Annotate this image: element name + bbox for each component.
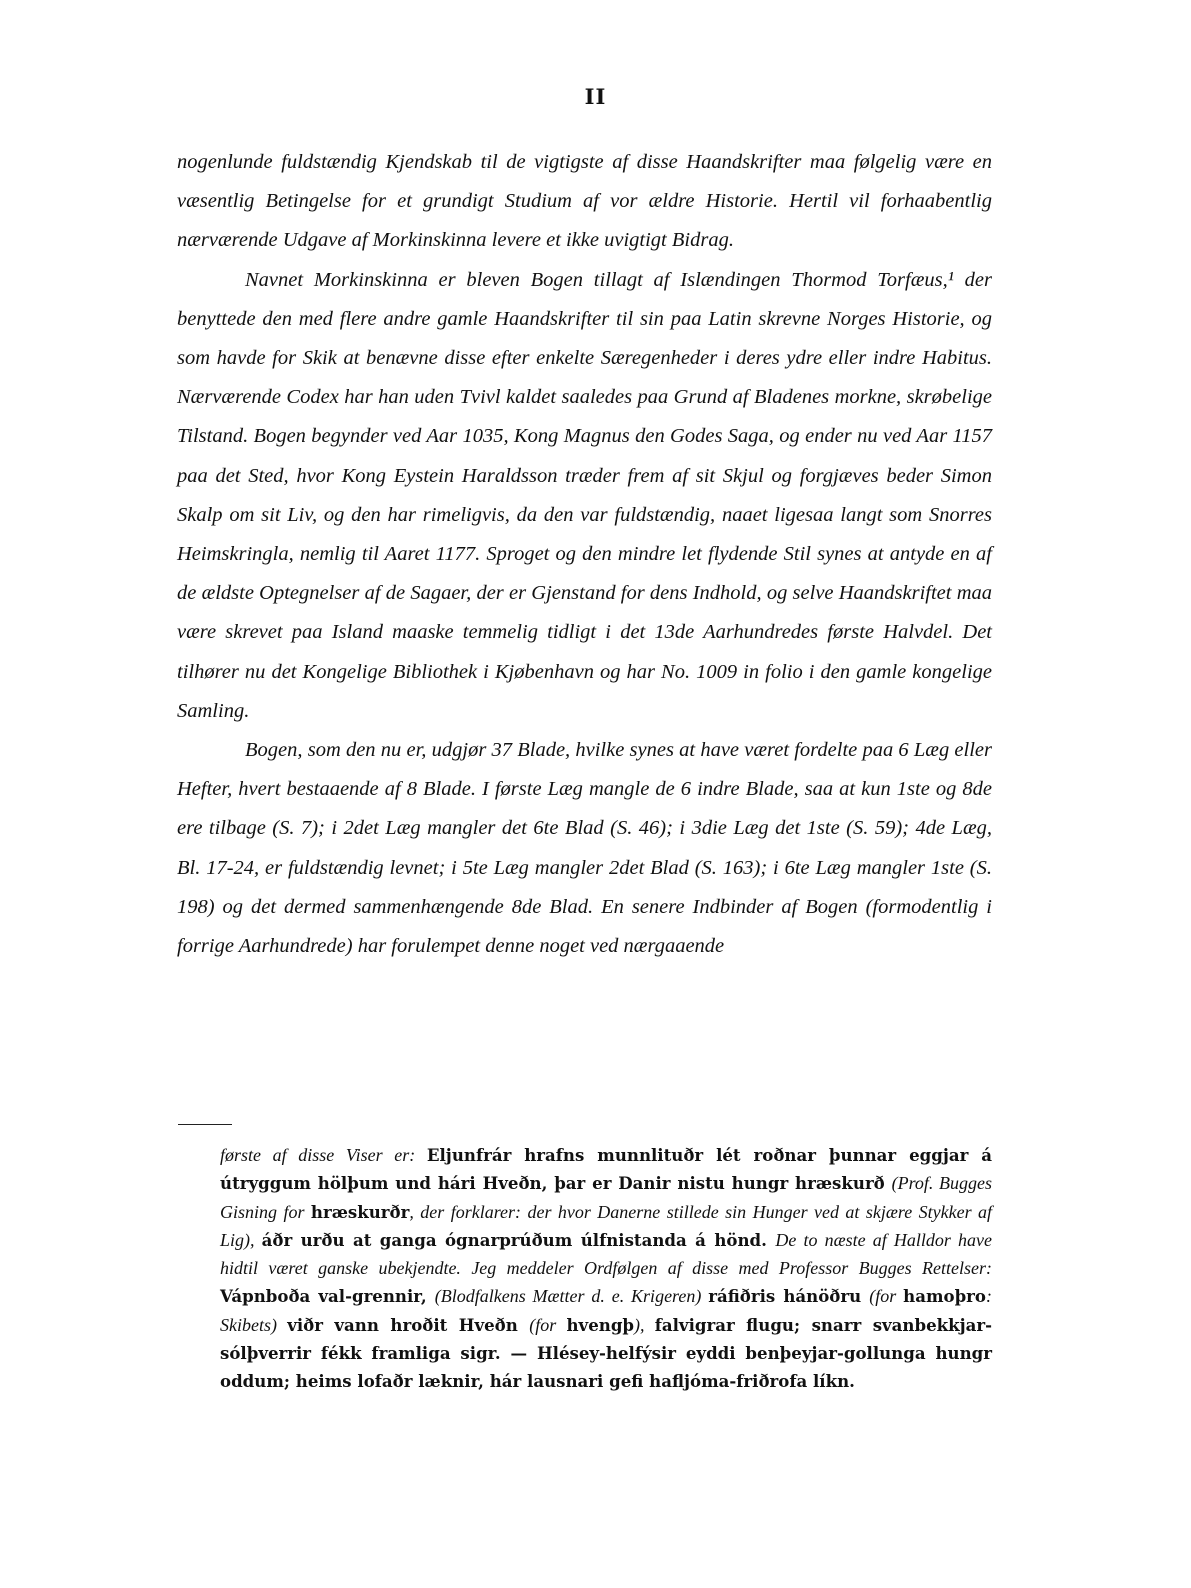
paragraph-morkinskinna-name: Navnet Morkinskinna er bleven Bogen tillagt af Islændingen Thormod Torfæus,¹ der benyttede den med flere andre gamle Haandskrifter til sin paa Latin skrevne Norges Historie, og som havde for Skik at benævne disse efter enkelte Særegenheder i deres ydre eller indre Habitus. Nærværende Codex har han uden Tvivl kaldet saaledes paa Grund af Bladenes morkne, skrøbelige Tilstand. Bogen begynder ved Aar 1035, Kong Magnus den Godes Saga, og ender nu ved Aar 1157 paa det Sted, hvor Kong Eystein Haraldsson træder frem af sit Skjul og forgjæves beder Simon Skalp om sit Liv, og den har rimeligvis, da den var fuldstændig, naaet ligesaa langt som Snorres Heimskringla, nemlig til Aaret 1177. Sproget og den mindre let flydende Stil synes at antyde en af de ældste Optegnelser af de Sagaer, der er Gjenstand for dens Indhold, og selve Haandskriftet maa være skrevet paa Island maaske temmelig tidligt i det 13de Aarhundredes første Halvdel. Det tilhører nu det Kongelige Bibliothek i Kjøbenhavn og har No. 1009 in folio i den gamle kongelige Samling.	[177, 268, 992, 722]
paragraph-continuation: nogenlunde fuldstændig Kjendskab til de vigtigste af disse Haandskrifter maa følgelig være en væsentlig Betingelse for et grundigt Studium af vor ældre Historie. Hertil vil forhaabentlig nærværende Udgave af Morkinskinna levere et ikke uvigtigt Bidrag.	[177, 151, 992, 252]
footnote-segment: hamoþro	[903, 1286, 986, 1307]
page-number: II	[584, 84, 607, 109]
footnote-segment: , der forklarer: der hvor Danerne stillede sin Hunger ved at skjære Stykker af Lig),	[220, 1201, 993, 1250]
footnote-segment: ),	[634, 1314, 655, 1335]
footnote-segment: hræskurðr	[310, 1201, 410, 1222]
paragraph-book-structure: Bogen, som den nu er, udgjør 37 Blade, hvilke synes at have været fordelte paa 6 Læg eller Hefter, hvert bestaaende af 8 Blade. I første Læg mangle de 6 indre Blade, saa at kun 1ste og 8de ere tilbage (S. 7); i 2det Læg mangler det 6te Blad (S. 46); i 3die Læg det 1ste (S. 59); 4de Læg, Bl. 17-24, er fuldstændig levnet; i 5te Læg mangler 2det Blad (S. 163); i 6te Læg mangler 1ste (S. 198) og det dermed sammenhængende 8de Blad. En senere Indbinder af Bogen (formodentlig i forrige Aarhundrede) har forulempet denne noget ved nærgaaende	[177, 739, 992, 958]
footnote-segment: (for	[529, 1314, 567, 1335]
footnote-segment: hvengþ	[566, 1314, 635, 1335]
footnote-segment: Vápnboða val-grennir,	[220, 1286, 435, 1307]
footnote-segment: første af disse Viser er:	[220, 1145, 427, 1165]
body-text	[177, 143, 992, 966]
footnote-separator	[178, 1124, 232, 1125]
footnote-segment: falvigrar flugu; snarr svanbekkjar-sólþverrir fékk framliga sigr. — Hlésey-helfýsir eyddi benþeyjar-gollunga hungr oddum; heims lofaðr læknir, hár lausnari gefi hafljóma-friðrofa líkn.	[220, 1314, 993, 1392]
footnote-segment: : Skibets)	[220, 1286, 992, 1335]
footnote-segment: (for	[869, 1286, 904, 1307]
footnote-segment: áðr urðu at ganga ógnarprúðum úlfnistanda á hönd.	[261, 1229, 776, 1250]
footnote-segment: ráfiðris hánöðru	[708, 1286, 870, 1307]
footnote-segment: De to næste af Halldor have hidtil været ganske ubekjendte. Jeg meddeler Ordfølgen af disse med Professor Bugges Rettelser:	[220, 1229, 992, 1279]
footnote-segment: viðr vann hroðit Hveðn	[287, 1314, 530, 1335]
footnote	[220, 1141, 992, 1396]
footnote-segment: (Prof. Bugges Gisning for	[220, 1173, 992, 1222]
footnote-segment: (Blodfalkens Mætter d. e. Krigeren)	[434, 1286, 709, 1307]
footnote-segment: Eljunfrár hrafns munnlituðr lét roðnar þunnar eggjar á útryggum hölþum und hári Hveðn, þar er Danir nistu hungr hræskurð	[220, 1145, 993, 1194]
